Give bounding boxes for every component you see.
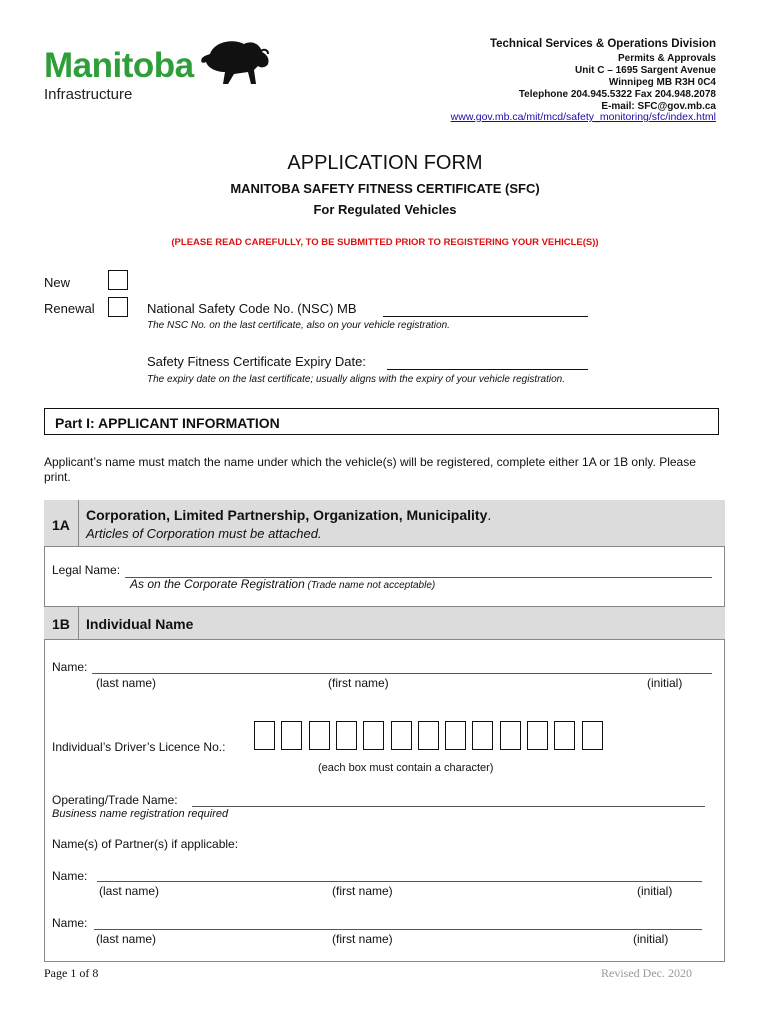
expiry-label: Safety Fitness Certificate Expiry Date: bbox=[147, 354, 366, 369]
trade-name-input[interactable] bbox=[192, 793, 705, 807]
individual-initial-caption: (initial) bbox=[647, 676, 683, 690]
section-1a-subtitle: Articles of Corporation must be attached. bbox=[86, 526, 322, 541]
legal-name-label: Legal Name: bbox=[52, 563, 121, 577]
licence-char-box[interactable] bbox=[363, 721, 384, 750]
licence-char-box[interactable] bbox=[554, 721, 575, 750]
partner-2-name-label: Name: bbox=[52, 916, 88, 930]
licence-boxes bbox=[254, 721, 584, 751]
email-line: E-mail: SFC@gov.mb.ca bbox=[601, 101, 716, 112]
trade-name-label: Operating/Trade Name: bbox=[52, 793, 178, 807]
website-link[interactable]: www.gov.mb.ca/mit/mcd/safety_monitoring/sfc/index.html bbox=[450, 111, 716, 123]
form-subtitle-2: For Regulated Vehicles bbox=[313, 202, 457, 217]
form-subtitle: MANITOBA SAFETY FITNESS CERTIFICATE (SFC) bbox=[230, 181, 540, 196]
warning-notice: (PLEASE READ CAREFULLY, TO BE SUBMITTED PRIOR TO REGISTERING YOUR VEHICLE(S)) bbox=[171, 237, 599, 248]
individual-last-name-caption: (last name) bbox=[96, 676, 157, 690]
section-1b-number: 1B bbox=[52, 616, 70, 632]
expiry-input[interactable] bbox=[387, 353, 588, 370]
individual-name-label: Name: bbox=[52, 660, 88, 674]
partner-1-name-input[interactable] bbox=[97, 868, 702, 882]
new-label: New bbox=[44, 275, 71, 290]
new-checkbox[interactable] bbox=[108, 270, 128, 290]
licence-char-box[interactable] bbox=[582, 721, 603, 750]
page-number: Page 1 of 8 bbox=[44, 966, 99, 980]
licence-char-box[interactable] bbox=[445, 721, 466, 750]
licence-char-box[interactable] bbox=[391, 721, 412, 750]
section-1a-title-text: Corporation, Limited Partnership, Organization, Municipality bbox=[86, 507, 488, 523]
manitoba-logo-wordmark: Manitoba bbox=[44, 46, 194, 85]
nsc-note: The NSC No. on the last certificate, also on your vehicle registration. bbox=[147, 320, 450, 331]
licence-char-box[interactable] bbox=[254, 721, 275, 750]
revision-date: Revised Dec. 2020 bbox=[601, 966, 692, 980]
licence-char-box[interactable] bbox=[500, 721, 521, 750]
partner-2-initial-caption: (initial) bbox=[633, 932, 669, 946]
individual-name-input[interactable] bbox=[92, 660, 712, 674]
unit-name: Permits & Approvals bbox=[618, 53, 716, 64]
city-line: Winnipeg MB R3H 0C4 bbox=[608, 77, 716, 88]
partner-2-name-input[interactable] bbox=[94, 916, 702, 930]
section-1a-divider bbox=[78, 500, 79, 547]
bison-logo-icon bbox=[198, 36, 272, 88]
legal-name-note-main: As on the Corporate Registration bbox=[130, 577, 305, 591]
form-title: APPLICATION FORM bbox=[287, 152, 483, 174]
licence-char-box[interactable] bbox=[281, 721, 302, 750]
legal-name-note-small: (Trade name not acceptable) bbox=[304, 580, 436, 591]
licence-char-box[interactable] bbox=[472, 721, 493, 750]
contact-block bbox=[490, 38, 716, 113]
partner-2-last-caption: (last name) bbox=[96, 932, 157, 946]
legal-name-input[interactable] bbox=[125, 563, 712, 578]
section-1b-title: Individual Name bbox=[86, 616, 194, 632]
ministry-name: Infrastructure bbox=[44, 86, 133, 103]
nsc-label: National Safety Code No. (NSC) MB bbox=[147, 301, 357, 316]
individual-first-name-caption: (first name) bbox=[328, 676, 389, 690]
section-1a-number: 1A bbox=[52, 517, 70, 533]
division-name: Technical Services & Operations Division bbox=[489, 38, 716, 50]
partner-1-first-caption: (first name) bbox=[332, 884, 393, 898]
licence-char-box[interactable] bbox=[336, 721, 357, 750]
renewal-checkbox[interactable] bbox=[108, 297, 128, 317]
part-1-title: Part I: APPLICANT INFORMATION bbox=[55, 415, 280, 431]
partner-1-initial-caption: (initial) bbox=[637, 884, 673, 898]
licence-char-box[interactable] bbox=[309, 721, 330, 750]
licence-note: (each box must contain a character) bbox=[318, 762, 494, 774]
part-1-header bbox=[44, 408, 719, 435]
partner-1-last-caption: (last name) bbox=[99, 884, 160, 898]
partners-label: Name(s) of Partner(s) if applicable: bbox=[52, 837, 239, 851]
expiry-note: The expiry date on the last certificate; usually aligns with the expiry of your vehicle registration. bbox=[147, 374, 565, 385]
licence-char-box[interactable] bbox=[418, 721, 439, 750]
trade-name-note: Business name registration required bbox=[52, 808, 229, 820]
part-1-intro: Applicant’s name must match the name under which the vehicle(s) will be registered, complete either 1A or 1B only. Please print. bbox=[44, 455, 696, 484]
licence-label: Individual’s Driver’s Licence No.: bbox=[52, 740, 226, 754]
renewal-label: Renewal bbox=[44, 301, 95, 316]
section-1a-title-end: . bbox=[487, 507, 492, 523]
section-1b-divider bbox=[78, 606, 79, 640]
licence-char-box[interactable] bbox=[527, 721, 548, 750]
partner-1-name-label: Name: bbox=[52, 869, 88, 883]
nsc-input[interactable] bbox=[383, 300, 588, 317]
section-1a-title bbox=[86, 507, 491, 523]
phone-line: Telephone 204.945.5322 Fax 204.948.2078 bbox=[518, 89, 716, 100]
partner-2-first-caption: (first name) bbox=[332, 932, 393, 946]
address-line: Unit C – 1695 Sargent Avenue bbox=[575, 65, 716, 76]
legal-name-note bbox=[130, 577, 435, 591]
